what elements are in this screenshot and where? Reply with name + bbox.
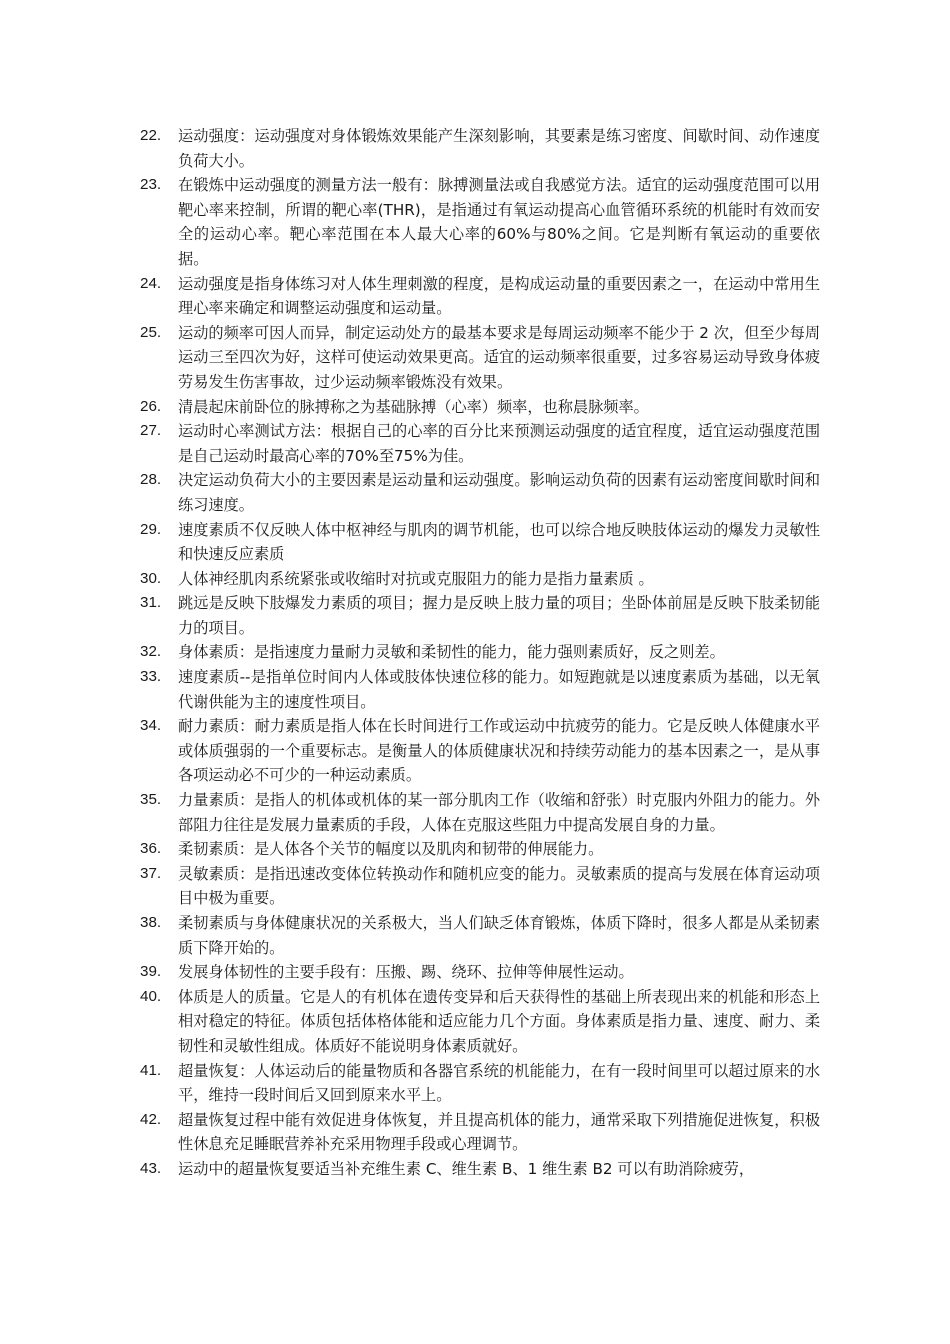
item-number: 42. <box>140 1110 162 1128</box>
item-text: 人体神经肌肉系统紧张或收缩时对抗或克服阻力的能力是指力量素质 。 <box>178 569 654 588</box>
item-text: 发展身体韧性的主要手段有：压搬、踢、绕环、拉伸等伸展性运动。 <box>178 963 634 982</box>
item-text: 柔韧素质与身体健康状况的关系极大，当人们缺乏体育锻炼，体质下降时，很多人都是从柔韧素质下降开始的。 <box>178 914 820 957</box>
list-item <box>140 960 820 985</box>
item-number: 24. <box>140 274 162 292</box>
item-number: 27. <box>140 422 162 440</box>
item-number: 43. <box>140 1159 162 1177</box>
list-item <box>140 591 820 640</box>
item-text: 运动中的超量恢复要适当补充维生素 C、维生素 B、1 维生素 B2 可以有助消除疲劳， <box>178 1159 755 1178</box>
item-number: 39. <box>140 963 162 981</box>
list-item <box>140 395 820 420</box>
item-text: 清晨起床前卧位的脉搏称之为基础脉搏（心率）频率，也称晨脉频率。 <box>178 397 649 416</box>
list-item <box>140 321 820 395</box>
item-number: 36. <box>140 840 162 858</box>
list-item <box>140 862 820 911</box>
list-item <box>140 567 820 592</box>
item-text: 运动强度是指身体练习对人体生理刺激的程度，是构成运动量的重要因素之一，在运动中常用生理心率来确定和调整运动强度和运动量。 <box>178 274 820 318</box>
item-number: 40. <box>140 987 162 1005</box>
item-number: 35. <box>140 791 162 809</box>
item-text: 运动强度：运动强度对身体锻炼效果能产生深刻影响，其要素是练习密度、间歇时间、动作速度负荷大小。 <box>178 127 820 170</box>
list-item <box>140 419 820 468</box>
list-item <box>140 272 820 321</box>
list-item <box>140 714 820 788</box>
item-text: 速度素质不仅反映人体中枢神经与肌肉的调节机能，也可以综合地反映肢体运动的爆发力灵敏性和快速反应素质 <box>178 520 820 564</box>
item-number: 25. <box>140 323 162 341</box>
item-text: 柔韧素质：是人体各个关节的幅度以及肌肉和韧带的伸展能力。 <box>178 840 604 859</box>
list-item <box>140 788 820 837</box>
item-text: 体质是人的质量。它是人的有机体在遗传变异和后天获得性的基础上所表现出来的机能和形态上相对稳定的特征。体质包括体格体能和适应能力几个方面。身体素质是指力量、速度、耐力、柔韧性和灵敏性组成。体质好不能说明身体素质就好。 <box>178 987 820 1055</box>
item-number: 30. <box>140 569 162 587</box>
list-item <box>140 640 820 665</box>
item-number: 38. <box>140 914 162 931</box>
item-text: 跳远是反映下肢爆发力素质的项目；握力是反映上肢力量的项目；坐卧体前屈是反映下肢柔韧能力的项目。 <box>178 594 820 637</box>
list-item <box>140 468 820 517</box>
item-text: 超量恢复过程中能有效促进身体恢复，并且提高机体的能力，通常采取下列措施促进恢复，积极性休息充足睡眠营养补充采用物理手段或心理调节。 <box>178 1110 820 1154</box>
item-text: 在锻炼中运动强度的测量方法一般有：脉搏测量法或自我感觉方法。适宜的运动强度范围可以用靶心率来控制，所谓的靶心率(THR)，是指通过有氧运动提高心血管循环系统的机能时有效而安全的运动心率。靶心率范围在本人最大心率的60%与80%之间。它是判断有氧运动的重要依据。 <box>178 176 820 268</box>
item-number: 23. <box>140 176 162 194</box>
list-item <box>140 1108 820 1157</box>
item-number: 33. <box>140 668 162 686</box>
item-text: 耐力素质：耐力素质是指人体在长时间进行工作或运动中抗疲劳的能力。它是反映人体健康水平或体质强弱的一个重要标志。是衡量人的体质健康状况和持续劳动能力的基本因素之一，是从事各项运动必不可少的一种运动素质。 <box>178 717 820 785</box>
list-item <box>140 173 820 271</box>
list-item <box>140 837 820 862</box>
item-text: 超量恢复：人体运动后的能量物质和各器官系统的机能能力，在有一段时间里可以超过原来的水平，维持一段时间后又回到原来水平上。 <box>178 1061 820 1105</box>
item-text: 灵敏素质：是指迅速改变体位转换动作和随机应变的能力。灵敏素质的提高与发展在体育运动项目中极为重要。 <box>178 864 820 908</box>
list-item <box>140 124 820 173</box>
numbered-list <box>140 124 820 1182</box>
item-number: 28. <box>140 471 162 489</box>
item-number: 31. <box>140 594 162 612</box>
item-text: 速度素质--是指单位时间内人体或肢体快速位移的能力。如短跑就是以速度素质为基础，以无氧代谢供能为主的速度性项目。 <box>178 668 820 711</box>
item-number: 29. <box>140 520 162 538</box>
item-number: 22. <box>140 127 162 144</box>
list-item <box>140 518 820 567</box>
list-item <box>140 1059 820 1108</box>
list-item <box>140 665 820 714</box>
item-text: 运动时心率测试方法：根据自己的心率的百分比来预测运动强度的适宜程度，适宜运动强度范围是自己运动时最高心率的70%至75%为佳。 <box>178 422 820 465</box>
item-text: 力量素质：是指人的机体或机体的某一部分肌肉工作（收缩和舒张）时克服内外阻力的能力。外部阻力往往是发展力量素质的手段，人体在克服这些阻力中提高发展自身的力量。 <box>178 791 820 834</box>
item-text: 决定运动负荷大小的主要因素是运动量和运动强度。影响运动负荷的因素有运动密度间歇时间和练习速度。 <box>178 471 820 514</box>
list-item <box>140 1157 820 1182</box>
item-number: 37. <box>140 864 162 882</box>
list-item <box>140 911 820 960</box>
item-number: 41. <box>140 1061 162 1079</box>
item-text: 运动的频率可因人而异，制定运动处方的最基本要求是每周运动频率不能少于 2 次，但至少每周运动三至四次为好，这样可使运动效果更高。适宜的运动频率很重要，过多容易运动导致身体疲劳易发生伤害事故，过少运动频率锻炼没有效果。 <box>178 323 821 391</box>
item-number: 32. <box>140 643 162 661</box>
list-item <box>140 985 820 1059</box>
item-number: 26. <box>140 397 162 415</box>
item-number: 34. <box>140 717 162 735</box>
item-text: 身体素质：是指速度力量耐力灵敏和柔韧性的能力，能力强则素质好，反之则差。 <box>178 643 725 662</box>
